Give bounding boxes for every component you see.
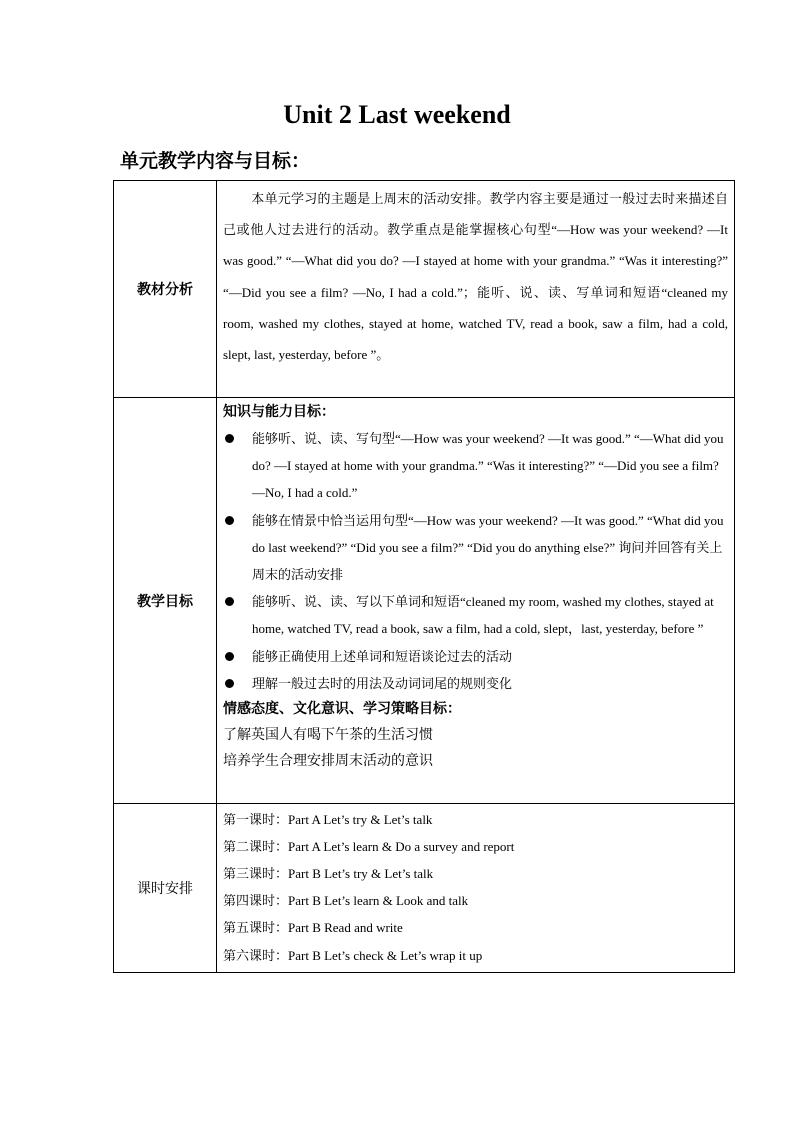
lesson-item: 第六课时：Part B Let’s check & Let’s wrap it up [223, 948, 483, 963]
section-heading: 单元教学内容与目标： [120, 150, 311, 172]
lesson-item: 第四课时：Part B Let’s learn & Look and talk [223, 893, 469, 908]
bullet-icon [225, 516, 234, 525]
list-item [223, 643, 728, 670]
list-item [223, 670, 728, 697]
list-item [223, 507, 728, 589]
list-item-text: 能够在情景中恰当运用句型“—How was your weekend? —It was good.” “What did you do last weekend?” “Did you see a film?” “Did you do anything else?” 询问并回答有关上周末的活动安排 [252, 512, 724, 583]
list-item [223, 425, 728, 507]
bullet-icon [225, 679, 234, 688]
schedule-cell [217, 804, 735, 973]
bullet-icon [225, 597, 234, 606]
bullet-icon [225, 434, 234, 443]
analysis-row [114, 181, 735, 398]
affect-heading: 情感态度、文化意识、学习策略目标： [223, 701, 461, 718]
lesson-item: 第五课时：Part B Read and write [223, 920, 403, 935]
affect-line: 培养学生合理安排周末活动的意识 [223, 753, 433, 770]
lesson-item: 第一课时：Part A Let’s try & Let’s talk [223, 812, 433, 827]
page-title: Unit 2 Last weekend [283, 100, 511, 129]
objectives-list [223, 425, 728, 697]
list-item-text: 能够听、说、读、写以下单词和短语“cleaned my room, washed my clothes, stayed at home, watched TV, read a book, saw a film, had a cold, slept，last, yesterday, before ” [252, 594, 714, 637]
list-item-text: 理解一般过去时的用法及动词词尾的规则变化 [252, 675, 513, 691]
objectives-cell [217, 398, 735, 804]
objectives-label: 教学目标 [114, 398, 217, 804]
list-item-text: 能够听、说、读、写句型“—How was your weekend? —It was good.” “—What did you do? —I stayed at home with your grandma.” “Was it interesting?” “—Did you see a film? —No, I had a cold.” [252, 431, 724, 501]
schedule-label: 课时安排 [114, 804, 217, 973]
unit-plan-table [113, 180, 735, 973]
list-item [223, 588, 728, 642]
analysis-cell [217, 181, 735, 398]
analysis-text: 本单元学习的主题是上周末的活动安排。教学内容主要是通过一般过去时来描述自己或他人过去进行的活动。教学重点是能掌握核心句型“—How was your weekend? —It was good.” “—What did you do? —I stayed at home with your grandma.” “Was it interesting?” “—Did you see a film? —No, I had a cold.”；能听、说、读、写单词和短语“cleaned my room, washed my clothes, stayed at home, watched TV, read a book, saw a film, had a cold, slept, last, yesterday, before ”。 [223, 191, 728, 363]
objectives-row [114, 398, 735, 804]
analysis-paragraph [223, 183, 728, 370]
lesson-item: 第三课时：Part B Let’s try & Let’s talk [223, 866, 434, 881]
analysis-label: 教材分析 [114, 181, 217, 398]
list-item-text: 能够正确使用上述单词和短语谈论过去的活动 [252, 648, 513, 664]
schedule-row [114, 804, 735, 973]
knowledge-heading: 知识与能力目标： [223, 404, 335, 420]
lesson-item: 第二课时：Part A Let’s learn & Do a survey and report [223, 839, 515, 854]
bullet-icon [225, 652, 234, 661]
affect-line: 了解英国人有喝下午茶的生活习惯 [223, 727, 433, 744]
